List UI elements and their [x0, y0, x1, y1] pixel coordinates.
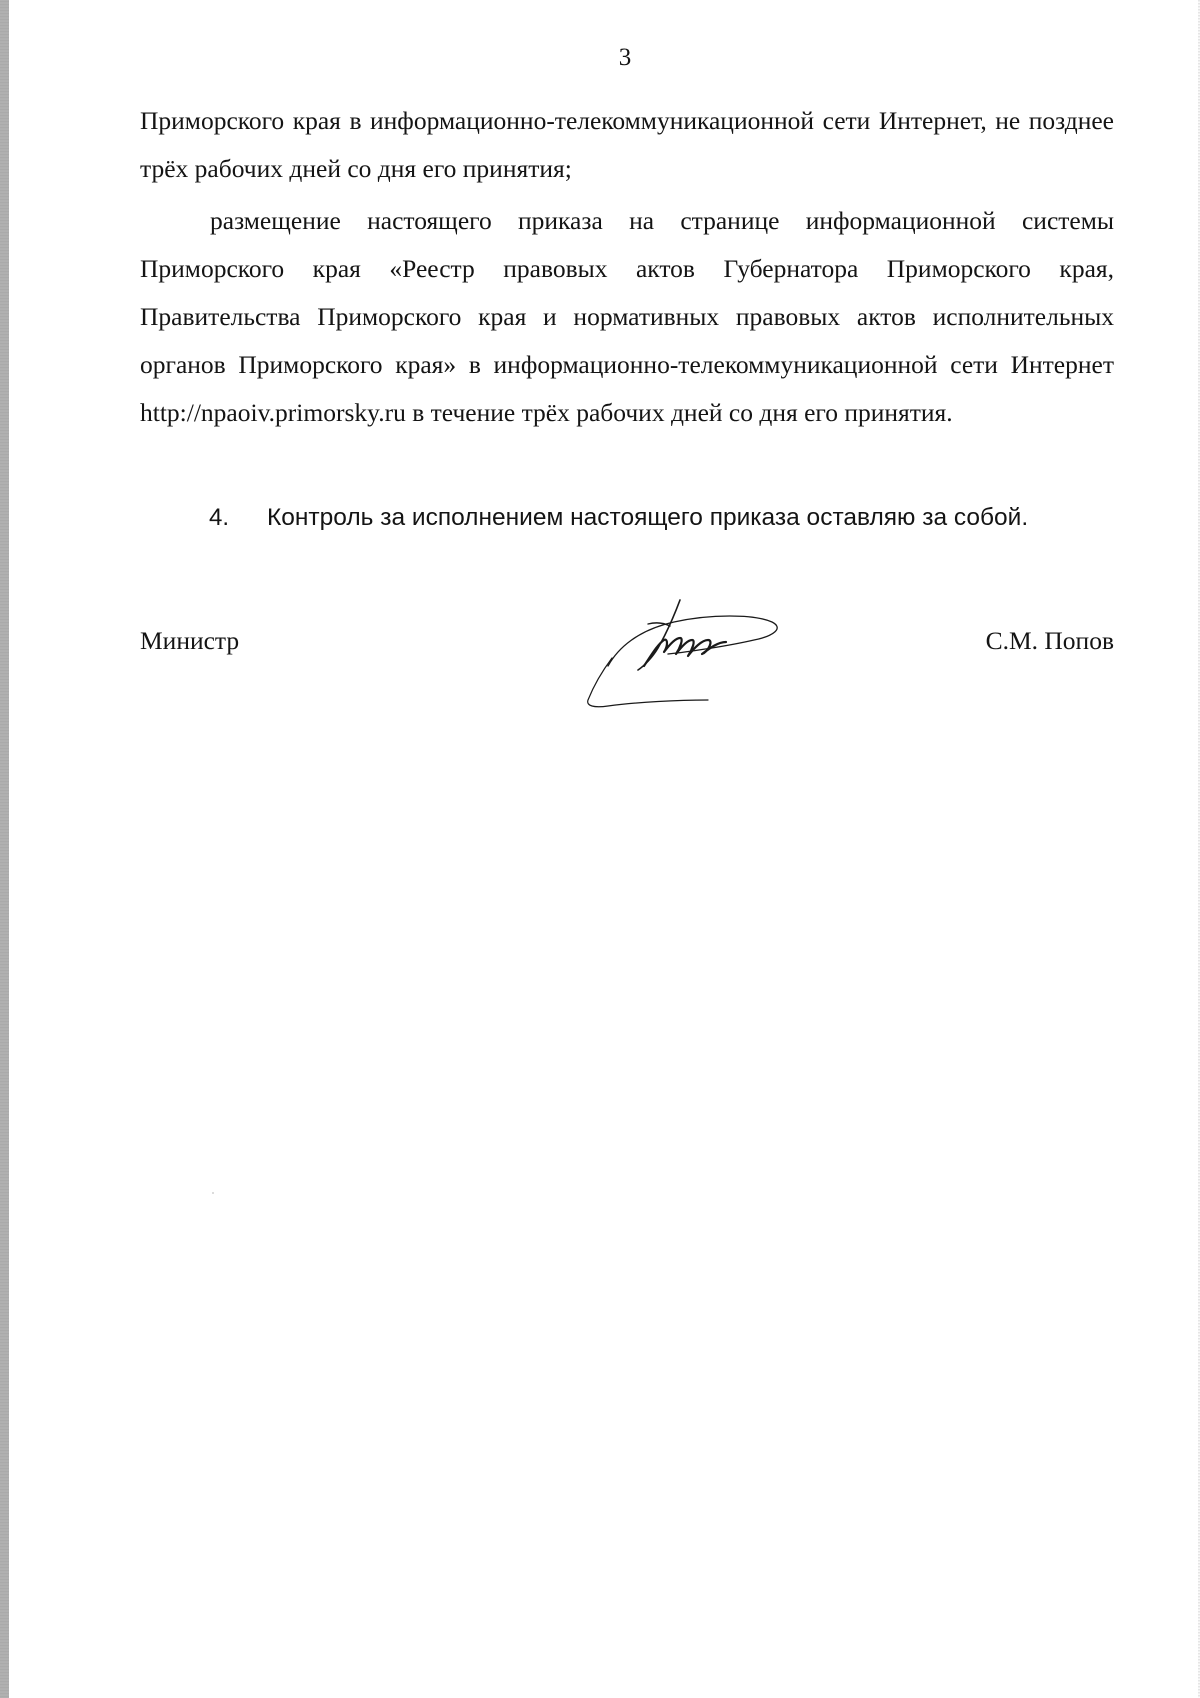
scan-speck: [212, 1192, 214, 1194]
page-number: 3: [618, 44, 632, 71]
signer-position: Министр: [140, 626, 240, 655]
paragraph-text: размещение настоящего приказа на странице информационной системы Приморского края «Реестр правовых актов Губернатора Приморского края, Правительства Приморского края и нормативных правовых актов исполнительных органов Приморского края» в информационно-телекоммуникационной сети Интернет http://npaoiv.primorsky.ru в течение трёх рабочих дней со дня его принятия.: [140, 206, 1114, 427]
list-item-number: 4.: [209, 504, 230, 531]
handwritten-signature-icon: [578, 596, 798, 716]
paragraph-text: Приморского края в информационно-телекоммуникационной сети Интернет, не позднее трёх рабочих дней со дня его принятия;: [140, 106, 1114, 183]
paragraph-continuation: [140, 97, 1114, 193]
list-item-4: [209, 493, 1028, 542]
list-item-text: Контроль за исполнением настоящего приказа оставляю за собой.: [267, 504, 1029, 531]
paragraph-publication: [140, 197, 1114, 437]
signer-name: С.М. Попов: [985, 626, 1114, 655]
scan-edge-left: [0, 0, 9, 1698]
